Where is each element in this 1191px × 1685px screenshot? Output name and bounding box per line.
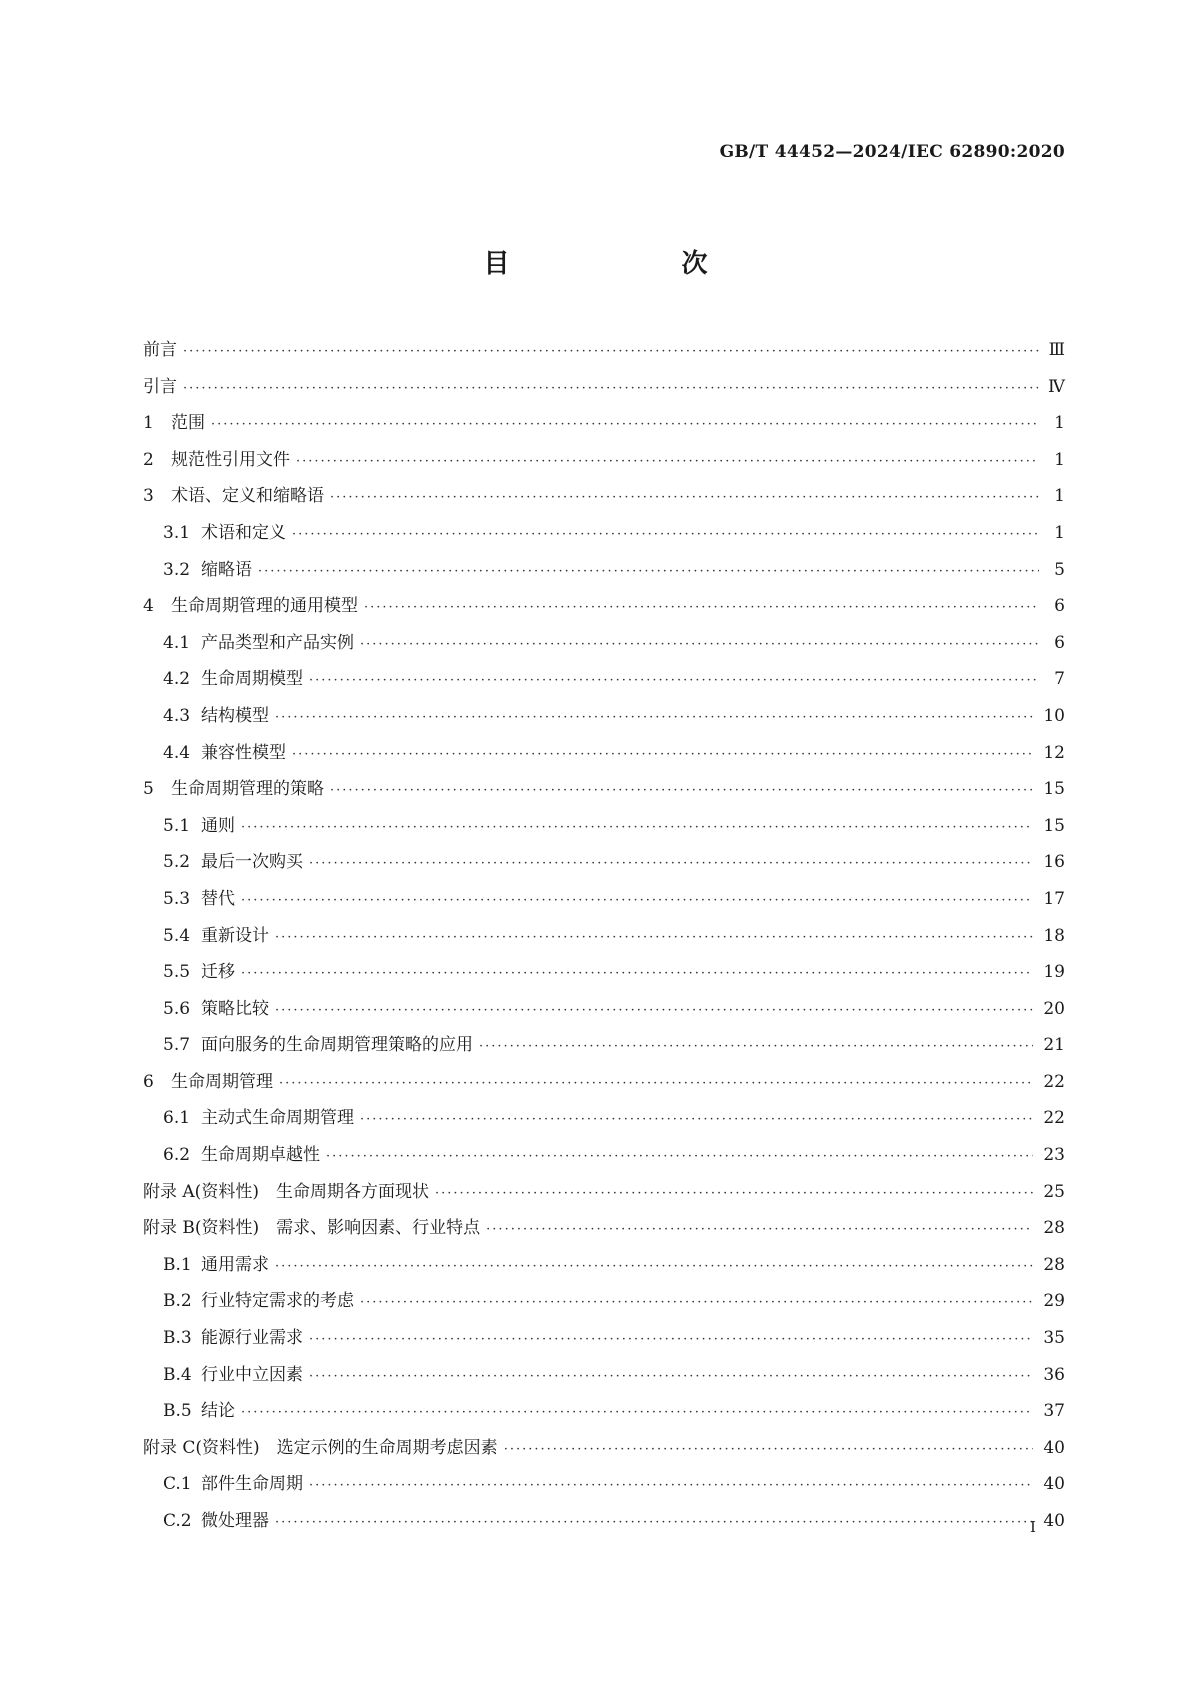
dot-leader	[309, 856, 1033, 871]
toc-entry-number: 5.2	[163, 852, 191, 873]
toc-entry-title: 部件生命周期	[201, 1474, 303, 1495]
toc-entry[interactable]	[143, 921, 1065, 958]
toc-entry-title: 通则	[201, 815, 235, 836]
toc-entry-number: 4.4	[163, 742, 191, 763]
toc-entry-title: 能源行业需求	[201, 1328, 303, 1349]
dot-leader	[479, 1039, 1033, 1054]
toc-entry[interactable]	[143, 1469, 1065, 1506]
toc-entry[interactable]	[143, 1140, 1065, 1177]
toc-entry-page: 21	[1043, 1035, 1065, 1056]
toc-entry-page: 17	[1043, 888, 1065, 909]
dot-leader	[330, 783, 1033, 798]
toc-entry-title: 替代	[201, 888, 235, 909]
toc-entry-page: 22	[1043, 1071, 1065, 1092]
toc-entry-page: 1	[1054, 486, 1065, 507]
toc-entry-title: 生命周期管理	[171, 1071, 273, 1092]
toc-entry-title: 产品类型和产品实例	[201, 632, 354, 653]
dot-leader	[309, 1369, 1033, 1384]
toc-entry[interactable]	[143, 1396, 1065, 1433]
toc-entry-page: 40	[1043, 1437, 1065, 1458]
toc-entry-page: 22	[1043, 1108, 1065, 1129]
toc-entry-number: 4.1	[163, 632, 191, 653]
toc-entry-number: 5.6	[163, 998, 191, 1019]
toc-entry-title: 重新设计	[201, 925, 269, 946]
toc-entry-title: 行业特定需求的考虑	[201, 1291, 354, 1312]
toc-entry-number: 6.1	[163, 1108, 191, 1129]
toc-entry-number: B.5	[163, 1401, 192, 1422]
toc-entry-number: 2	[143, 449, 154, 470]
toc-entry-page: 1	[1054, 413, 1065, 434]
toc-entry-number: 5.7	[163, 1035, 191, 1056]
toc-entry[interactable]	[143, 1213, 1065, 1250]
dot-leader	[292, 747, 1033, 762]
toc-entry-number: 3	[143, 486, 154, 507]
toc-entry-title: 前言	[143, 340, 177, 360]
toc-entry[interactable]	[143, 1030, 1065, 1067]
toc-entry[interactable]	[143, 738, 1065, 775]
toc-entry[interactable]	[143, 1067, 1065, 1104]
toc-entry-page: 7	[1054, 669, 1065, 690]
toc-entry-number: 4.3	[163, 705, 191, 726]
toc-entry-page: 1	[1054, 522, 1065, 543]
dot-leader	[275, 710, 1033, 725]
toc-entry-title: 缩略语	[201, 559, 252, 580]
page-number: Ⅰ	[1030, 1518, 1036, 1536]
toc-entry[interactable]	[143, 555, 1065, 592]
toc-entry-title: 行业中立因素	[201, 1364, 303, 1385]
toc-entry-title: 术语和定义	[201, 522, 286, 543]
toc-entry-page: 6	[1054, 596, 1065, 617]
dot-leader	[309, 1478, 1033, 1493]
toc-entry-title: 策略比较	[201, 998, 269, 1019]
toc-entry-page: 29	[1043, 1291, 1065, 1312]
toc-entry-number: C.1	[163, 1474, 192, 1495]
dot-leader	[292, 527, 1039, 542]
toc-entry-page: 25	[1043, 1181, 1065, 1202]
dot-leader	[258, 564, 1039, 579]
toc-entry[interactable]	[143, 847, 1065, 884]
toc-entry[interactable]	[143, 445, 1065, 482]
dot-leader	[241, 1405, 1033, 1420]
dot-leader	[330, 490, 1039, 505]
toc-entry-title: 生命周期管理的策略	[171, 779, 324, 800]
toc-entry-title: 生命周期卓越性	[201, 1145, 320, 1166]
dot-leader	[360, 637, 1039, 652]
toc-entry-title: 规范性引用文件	[171, 449, 290, 470]
toc-entry-page: 5	[1054, 559, 1065, 580]
toc-entry-number: 1	[143, 413, 154, 434]
toc-entry-number: B.2	[163, 1291, 192, 1312]
toc-entry-number: 4	[143, 596, 154, 617]
toc-entry-title: 通用需求	[201, 1254, 269, 1275]
toc-entry[interactable]	[143, 372, 1065, 409]
toc-entry-page: 20	[1043, 998, 1065, 1019]
toc-entry-title: 面向服务的生命周期管理策略的应用	[201, 1035, 473, 1056]
toc-entry-number: B.1	[163, 1254, 192, 1275]
toc-entry-page: 40	[1043, 1474, 1065, 1495]
toc-entry[interactable]	[143, 1323, 1065, 1360]
toc-entry-number: 3.1	[163, 522, 191, 543]
toc-entry[interactable]	[143, 518, 1065, 555]
dot-leader	[241, 966, 1033, 981]
toc-entry-number: 5.5	[163, 962, 191, 983]
dot-leader	[435, 1186, 1033, 1201]
toc-entry-number: 6.2	[163, 1145, 191, 1166]
toc-entry-page: 18	[1043, 925, 1065, 946]
dot-leader	[211, 417, 1039, 432]
toc-entry-title: 附录 A(资料性) 生命周期各方面现状	[143, 1181, 429, 1202]
toc-entry-page: 12	[1043, 742, 1065, 763]
dot-leader	[275, 1259, 1033, 1274]
toc-entry-number: 6	[143, 1071, 154, 1092]
dot-leader	[275, 1515, 1033, 1530]
toc-entry-title: 兼容性模型	[201, 742, 286, 763]
dot-leader	[183, 381, 1038, 396]
toc-entry-number: B.3	[163, 1328, 192, 1349]
toc-entry-title: 结论	[201, 1401, 235, 1422]
toc-entry-title: 迁移	[201, 962, 235, 983]
toc-entry-number: B.4	[163, 1364, 192, 1385]
toc-entry[interactable]	[143, 628, 1065, 665]
dot-leader	[279, 1076, 1033, 1091]
toc-entry-page: 28	[1043, 1254, 1065, 1275]
toc-entry-title: 术语、定义和缩略语	[171, 486, 324, 507]
toc-entry-page: 6	[1054, 632, 1065, 653]
toc-entry[interactable]	[143, 884, 1065, 921]
toc-entry-title: 主动式生命周期管理	[201, 1108, 354, 1129]
dot-leader	[183, 344, 1039, 359]
toc-entry-page: Ⅲ	[1048, 340, 1065, 360]
toc-entry-title: 微处理器	[201, 1511, 269, 1531]
toc-entry-title: 范围	[171, 413, 205, 434]
toc-entry[interactable]	[143, 957, 1065, 994]
dot-leader	[486, 1222, 1033, 1237]
toc-entry-page: 10	[1043, 705, 1065, 726]
toc-entry-page: 15	[1043, 815, 1065, 836]
page-title: 目 次	[483, 249, 748, 279]
standard-code: GB/T 44452—2024/IEC 62890:2020	[719, 142, 1065, 162]
toc-entry[interactable]	[143, 1360, 1065, 1397]
toc-entry[interactable]	[143, 335, 1065, 372]
toc-entry-number: 4.2	[163, 669, 191, 690]
toc-entry-page: 19	[1043, 962, 1065, 983]
toc-entry-number: 5	[143, 779, 154, 800]
toc-entry[interactable]	[143, 701, 1065, 738]
toc-entry[interactable]	[143, 1286, 1065, 1323]
toc-entry-number: C.2	[163, 1511, 192, 1531]
toc-entry-page: Ⅳ	[1048, 376, 1065, 397]
dot-leader	[241, 820, 1033, 835]
toc-entry-page: 15	[1043, 779, 1065, 800]
toc-entry-page: 16	[1043, 852, 1065, 873]
toc-entry[interactable]	[143, 1177, 1065, 1214]
toc-entry-title: 生命周期管理的通用模型	[171, 596, 358, 617]
toc-entry[interactable]	[143, 408, 1065, 445]
toc-entry-title: 结构模型	[201, 705, 269, 726]
dot-leader	[309, 1332, 1033, 1347]
dot-leader	[275, 1003, 1033, 1018]
dot-leader	[296, 454, 1039, 469]
toc-entry[interactable]	[143, 1250, 1065, 1287]
dot-leader	[326, 1149, 1033, 1164]
table-of-contents	[143, 335, 1065, 1543]
dot-leader	[309, 673, 1039, 688]
toc-entry[interactable]	[143, 664, 1065, 701]
toc-entry-number: 5.4	[163, 925, 191, 946]
toc-entry[interactable]	[143, 1433, 1065, 1470]
dot-leader	[275, 930, 1033, 945]
toc-entry[interactable]	[143, 591, 1065, 628]
dot-leader	[504, 1442, 1034, 1457]
toc-entry[interactable]	[143, 811, 1065, 848]
toc-entry[interactable]	[143, 481, 1065, 518]
toc-entry-number: 5.3	[163, 888, 191, 909]
toc-entry-title: 附录 B(资料性) 需求、影响因素、行业特点	[143, 1218, 481, 1239]
dot-leader	[364, 600, 1039, 615]
toc-entry[interactable]	[143, 774, 1065, 811]
toc-entry-title: 最后一次购买	[201, 852, 303, 873]
toc-entry-page: 23	[1043, 1145, 1065, 1166]
toc-entry-title: 生命周期模型	[201, 669, 303, 690]
toc-entry-page: 37	[1043, 1401, 1065, 1422]
toc-entry-title: 附录 C(资料性) 选定示例的生命周期考虑因素	[143, 1437, 498, 1458]
dot-leader	[241, 893, 1033, 908]
toc-entry[interactable]	[143, 994, 1065, 1031]
toc-entry[interactable]	[143, 1103, 1065, 1140]
toc-entry[interactable]	[143, 1506, 1065, 1543]
dot-leader	[360, 1112, 1033, 1127]
toc-entry-page: 40	[1043, 1511, 1065, 1531]
toc-entry-title: 引言	[143, 376, 177, 397]
toc-entry-page: 1	[1054, 449, 1065, 470]
toc-entry-page: 36	[1043, 1364, 1065, 1385]
toc-entry-page: 28	[1043, 1218, 1065, 1239]
toc-entry-number: 3.2	[163, 559, 191, 580]
dot-leader	[360, 1295, 1033, 1310]
toc-entry-page: 35	[1043, 1328, 1065, 1349]
toc-entry-number: 5.1	[163, 815, 191, 836]
